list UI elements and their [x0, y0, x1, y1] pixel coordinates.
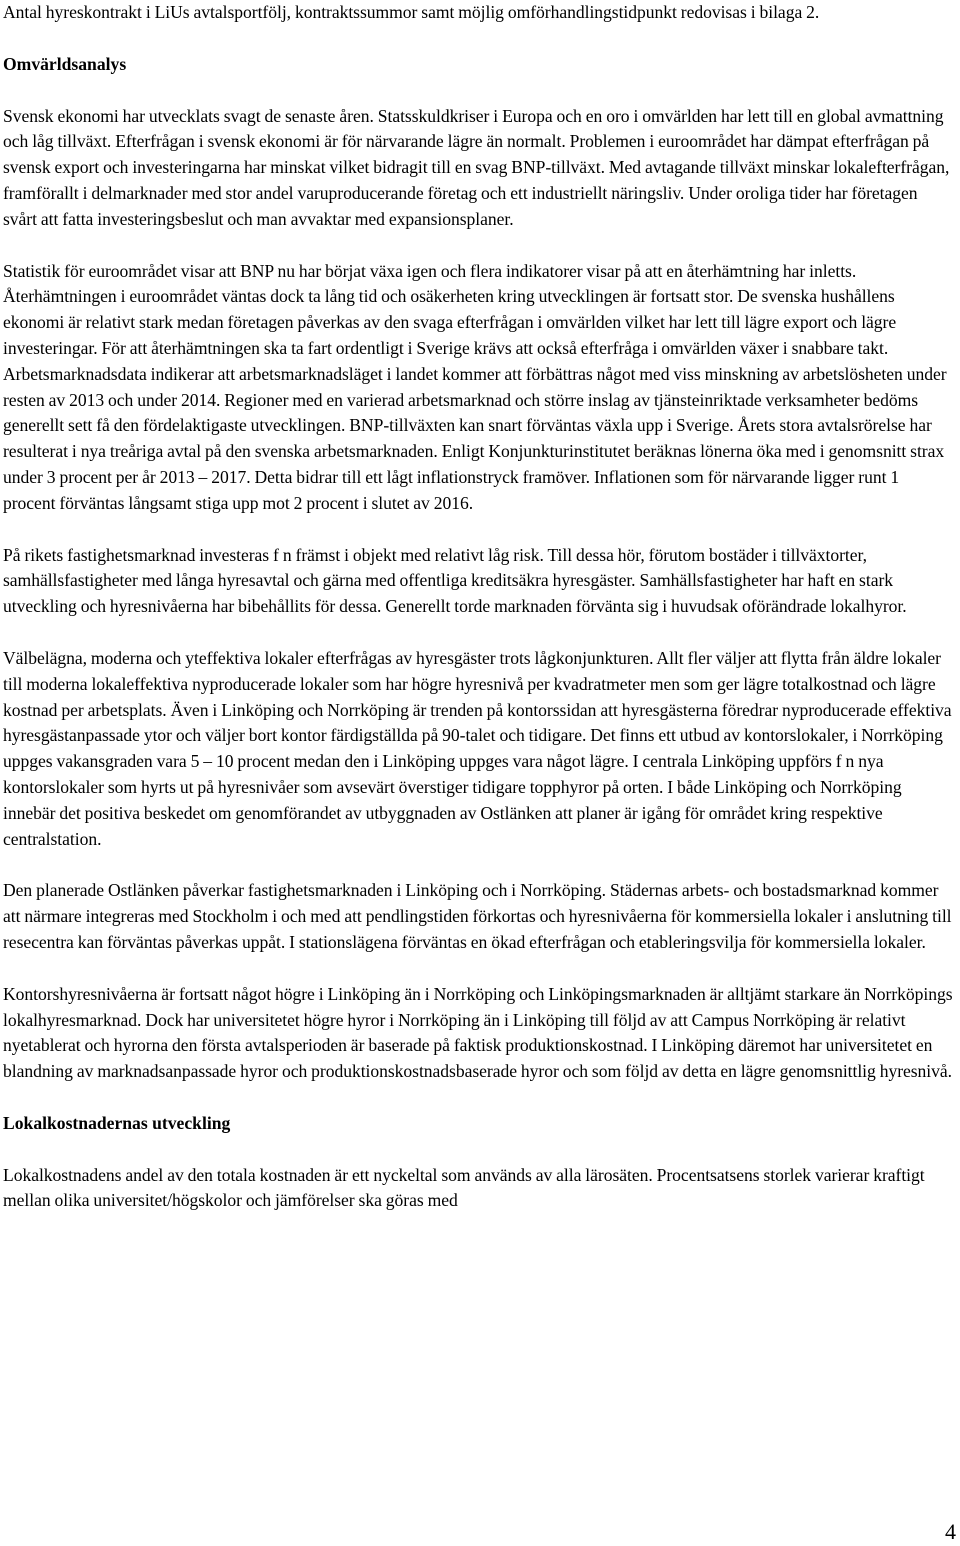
paragraph-euroomradet: Statistik för euroområdet visar att BNP nu har börjat växa igen och flera indikatorer visar på att en återhämtning har inletts. Återhämtningen i euroområdet väntas dock ta lång tid och osäkerheten kring utvecklingen är fortsatt stor. De svenska hushållens ekonomi är relativt stark medan företagen påverkas av den svaga efterfrågan i omvärlden vilket har lett till lägre export och lägre investeringar. För att återhämtningen ska ta fart ordentligt i Sverige krävs att också efterfråga i omvärlden växer i snabbare takt. Arbetsmarknadsdata indikerar att arbetsmarknadsläget i landet kommer att förbättras något med viss minskning av arbetslösheten under resten av 2013 och under 2014. Regioner med en varierad arbetsmarknad och större inslag av tjänsteinriktade verksamheter bedöms generellt sett få den fördelaktigaste utvecklingen. BNP-tillväxten kan snart förväntas växla upp i Sverige. Årets stora avtalsrörelse har resulterat i nya treåriga avtal på den svenska arbetsmarknaden. Enligt Konjunkturinstitutet beräknas lönerna öka med i genomsnitt strax under 3 procent per år 2013 – 2017. Detta bidrar till ett lågt inflationstryck framöver. Inflationen som för närvarande ligger runt 1 procent förväntas långsamt stiga upp mot 2 procent i slutet av 2016.	[3, 260, 947, 513]
paragraph-svensk-ekonomi: Svensk ekonomi har utvecklats svagt de senaste åren. Statsskuldkriser i Europa och en oro i omvärlden har lett till en global avmattning och låg tillväxt. Efterfrågan i svensk ekonomi är för närvarande lägre än normalt. Problemen i euroområdet har dämpat efterfrågan på svensk export och investeringarna har minskat vilket bidragit till en svag BNP-tillväxt. Med avtagande tillväxt minskar lokalefterfrågan, framförallt i delmarknader med stor andel varuproducerande företag och ett industriellt näringsliv. Under oroliga tider har företagen svårt att fatta investeringsbeslut och man avvaktar med expansionsplaner.	[3, 105, 950, 229]
intro-paragraph: Antal hyreskontrakt i LiUs avtalsportfölj, kontraktssummor samt möjlig omförhandlingstidpunkt redovisas i bilaga 2.	[3, 2, 820, 22]
paragraph-ostlanken: Den planerade Ostlänken påverkar fastighetsmarknaden i Linköping och i Norrköping. Städernas arbets- och bostadsmarknad kommer att närmare integreras med Stockholm i och med att pendlingstiden förkortas och hyresnivåerna för kommersiella lokaler i anslutning till resecentra kan förväntas påverkas uppåt. I stationslägena förväntas en ökad efterfrågan och etableringsvilja för kommersiella lokaler.	[3, 880, 952, 952]
section-heading-lokalkostnader: Lokalkostnadernas utveckling	[3, 1112, 231, 1133]
paragraph-fastighetsmarknad: På rikets fastighetsmarknad investeras f n främst i objekt med relativt låg risk. Till dessa hör, förutom bostäder i tillväxtorter, samhällsfastigheter med långa hyresavtal och gärna med offentliga kreditsäkra hyresgäster. Samhällsfastigheter har haft en stark utveckling och hyresnivåerna har bibehållits för dessa. Generellt torde marknaden förvänta sig i huvudsak oförändrade lokalhyror.	[3, 544, 907, 617]
section-heading-omvarldsanalys: Omvärldsanalys	[3, 53, 127, 74]
paragraph-lokaler: Välbelägna, moderna och yteffektiva lokaler efterfrågas av hyresgäster trots lågkonjunkturen. Allt fler väljer att flytta från äldre lokaler till moderna lokaleffektiva nyproducerade lokaler som har högre hyresnivå per kvadratmeter men som ger lägre totalkostnad och lägre kostnad per arbetsplats. Även i Linköping och Norrköping är trenden på kontorssidan att hyresgästerna föredrar nyproducerade effektiva hyresgästanpassade ytor och väljer bort kontor färdigställda på 90-talet och tidigare. Det finns ett utbud av kontorslokaler, i Norrköping uppges vakansgraden vara 5 – 10 procent medan den i Linköping uppges vara något lägre. I centrala Linköping uppförs f n nya kontorslokaler som hyrts ut på hyresnivåer som avsevärt överstiger tidigare topphyror på orten. I både Linköping och Norrköping innebär det positiva beskedet om genomförandet av utbyggnaden av Ostlänken att planer är igång för området kring respektive centralstation.	[3, 647, 952, 849]
paragraph-lokalkostnadens-andel: Lokalkostnadens andel av den totala kostnaden är ett nyckeltal som används av alla lärosäten. Procentsatsens storlek varierar kraftigt mellan olika universitet/högskolor och jämförelser ska göras med	[3, 1164, 925, 1211]
paragraph-kontorshyresnivaer: Kontorshyresnivåerna är fortsatt något högre i Linköping än i Norrköping och Linköpingsmarknaden är alltjämt starkare än Norrköpings lokalhyresmarknad. Dock har universitetet högre hyror i Norrköping än i Linköping till följd av att Campus Norrköping är relativt nyetablerat och hyrorna den första avtalsperioden är baserade på faktisk produktionskostnad. I Linköping däremot har universitetet en blandning av marknadsanpassade hyror och produktionskostnadsbaserade hyror och som följd av detta en lägre genomsnittlig hyresnivå.	[3, 983, 953, 1082]
page-number: 4	[945, 1519, 956, 1544]
document-page	[3, 0, 955, 1214]
